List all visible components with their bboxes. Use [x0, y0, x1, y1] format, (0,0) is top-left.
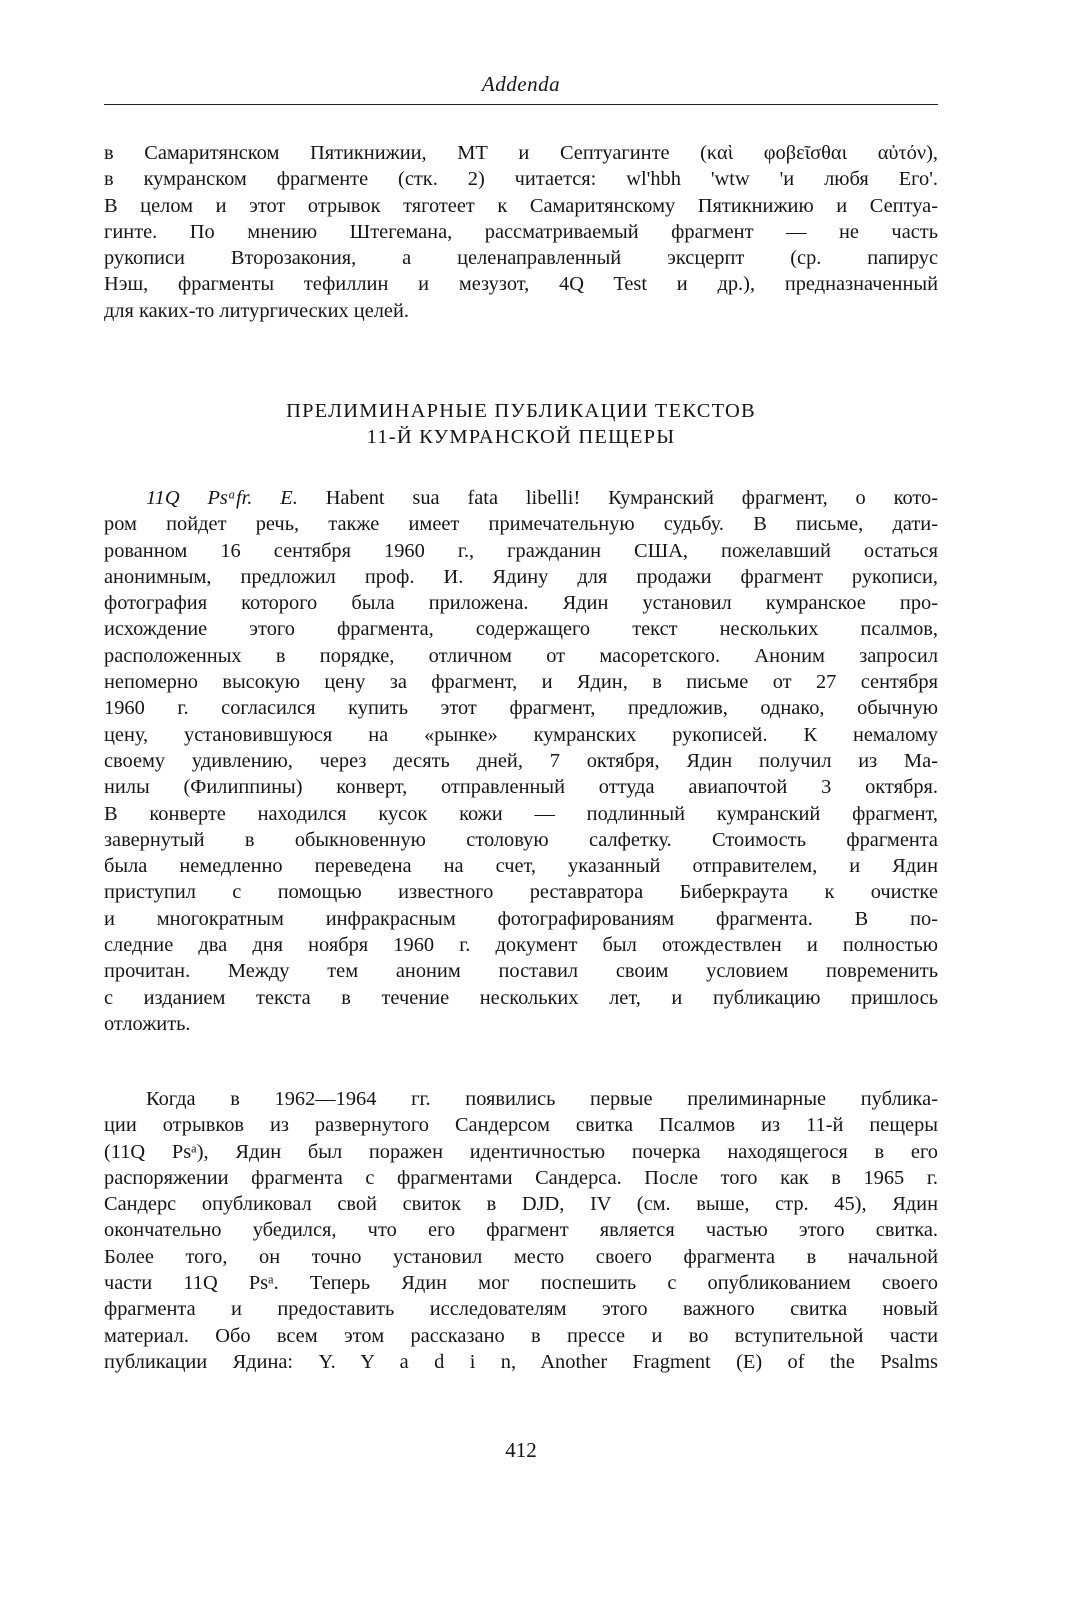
text-line: была немедленно переведена на счет, указанный отправителем, и Ядин: [104, 855, 938, 878]
text-line: расположенных в порядке, отличном от масоретского. Аноним запросил: [104, 644, 938, 667]
paragraph-3: [104, 1086, 938, 1375]
section-title: [104, 398, 938, 450]
fragment-siglum: 11Q Psᵃfr. E.: [146, 487, 298, 509]
text-line: и многократным инфракрасным фотографированиям фрагмента. В по-: [104, 907, 938, 930]
text-line: цену, установившуюся на «рынке» кумранских рукописей. К немалому: [104, 723, 938, 746]
text-line: в Самаритянском Пятикнижии, МТ и Септуагинте (καὶ φοβεῖσθαι αὐτόν),: [104, 142, 938, 164]
text-line: публикации Ядина: Y. Y a d i n, Another Fragment (E) of the Psalms: [104, 1350, 938, 1373]
text-line: 1960 г. согласился купить этот фрагмент, предложив, однако, обычную: [104, 697, 938, 720]
text-line: распоряжении фрагмента с фрагментами Сандерса. После того как в 1965 г.: [104, 1166, 938, 1189]
text-line: фрагмента и предоставить исследователям этого важного свитка новый: [104, 1298, 938, 1321]
text-line: следние два дня ноября 1960 г. документ был отождествлен и полностью: [104, 934, 938, 957]
text-line: приступил с помощью известного реставратора Биберкраута к очистке: [104, 881, 938, 904]
text-line: Когда в 1962—1964 гг. появились первые прелиминарные публика-: [146, 1088, 938, 1110]
text-line: для каких-то литургических целей.: [104, 299, 409, 322]
page-number: 412: [505, 1438, 537, 1462]
text-line: прочитан. Между тем аноним поставил своим условием повременить: [104, 960, 938, 983]
text-line: рованном 16 сентября 1960 г., гражданин США, пожелавший остаться: [104, 539, 938, 562]
text-line: Более того, он точно установил место своего фрагмента в начальной: [104, 1245, 938, 1268]
text-line: (11Q Psᵃ), Ядин был поражен идентичностью почерка находящегося в его: [104, 1140, 938, 1163]
text-line: рукописи Второзакония, а целенаправленный эксцерпт (ср. папирус: [104, 247, 938, 270]
text-line: нилы (Филиппины) конверт, отправленный оттуда авиапочтой 3 октября.: [104, 776, 938, 799]
text-line: анонимным, предложил проф. И. Ядину для продажи фрагмент рукописи,: [104, 565, 938, 588]
paragraph-2: [104, 485, 938, 1037]
text-line: окончательно убедился, что его фрагмент является частью этого свитка.: [104, 1219, 938, 1242]
text-line: отложить.: [104, 1012, 191, 1035]
text-line: завернутый в обыкновенную столовую салфетку. Стоимость фрагмента: [104, 828, 938, 851]
document-page: [104, 0, 938, 1600]
text-line: в кумранском фрагменте (стк. 2) читается: wl'hbh 'wtw 'и любя Его'.: [104, 168, 938, 191]
text-line: ром пойдет речь, также имеет примечательную судьбу. В письме, дати-: [104, 513, 938, 536]
text-line: гинте. По мнению Штегемана, рассматриваемый фрагмент — не часть: [104, 220, 938, 243]
text-line: фотография которого была приложена. Ядин установил кумранское про-: [104, 592, 938, 615]
text-line: непомерно высокую цену за фрагмент, и Ядин, в письме от 27 сентября: [104, 671, 938, 694]
header-rule: [104, 104, 938, 105]
text-line: ции отрывков из развернутого Сандерсом свитка Псалмов из 11-й пещеры: [104, 1114, 938, 1137]
section-title-line: ПРЕЛИМИНАРНЫЕ ПУБЛИКАЦИИ ТЕКСТОВ: [286, 400, 756, 422]
text-line: В конверте находился кусок кожи — подлинный кумранский фрагмент,: [104, 802, 938, 825]
text-line: Нэш, фрагменты тефиллин и мезузот, 4Q Test и др.), предназначенный: [104, 273, 938, 296]
text-line: Сандерс опубликовал свой свиток в DJD, IV (см. выше, стр. 45), Ядин: [104, 1193, 938, 1216]
paragraph-1: [104, 140, 938, 324]
text-line-first: [104, 485, 938, 511]
text-line: своему удивлению, через десять дней, 7 октября, Ядин получил из Ма-: [104, 749, 938, 772]
text-line: части 11Q Psᵃ. Теперь Ядин мог поспешить с опубликованием своего: [104, 1272, 938, 1295]
text-line: с изданием текста в течение нескольких лет, и публикацию пришлось: [104, 986, 938, 1009]
running-head: Addenda: [481, 72, 561, 96]
text-line-rest: Habent sua fata libelli! Кумранский фрагмент, о кото-: [325, 487, 938, 509]
text-line: исхождение этого фрагмента, содержащего текст нескольких псалмов,: [104, 618, 938, 641]
section-title-line: 11-Й КУМРАНСКОЙ ПЕЩЕРЫ: [366, 426, 676, 448]
text-line: материал. Обо всем этом рассказано в прессе и во вступительной части: [104, 1324, 938, 1347]
text-line: В целом и этот отрывок тяготеет к Самаритянскому Пятикнижию и Септуа-: [104, 194, 938, 217]
